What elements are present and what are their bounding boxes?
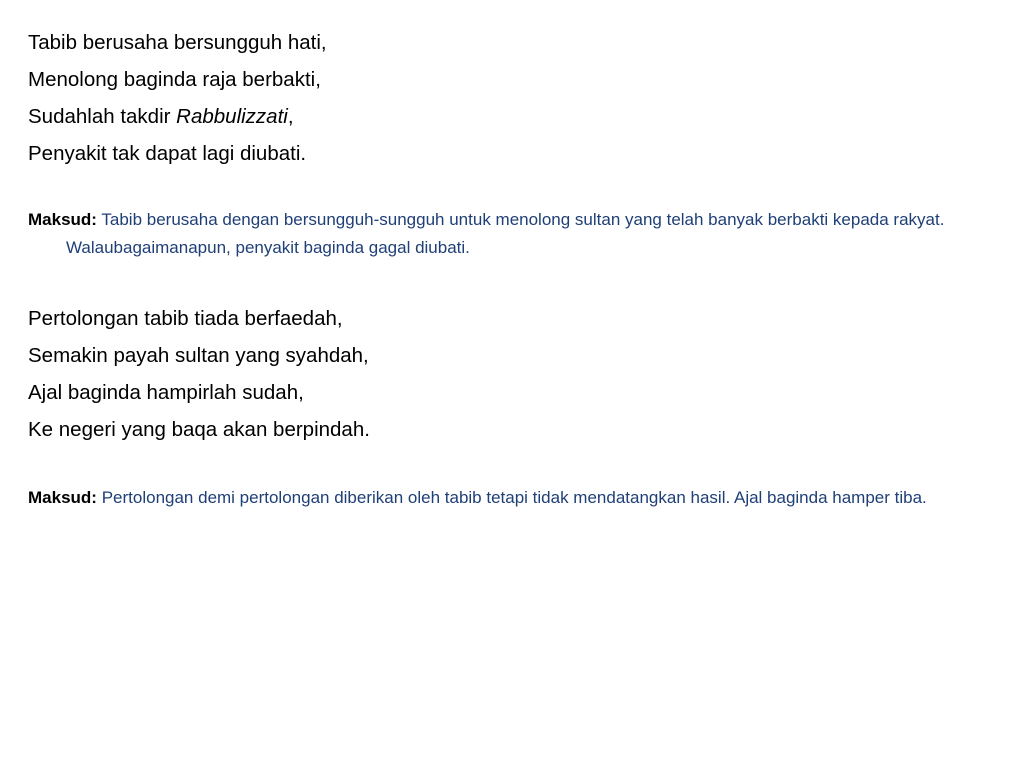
maksud-label-1: Maksud: (28, 210, 97, 229)
stanza-2-line-4: Ke negeri yang baqa akan berpindah. (28, 418, 370, 441)
stanza-2 (28, 300, 988, 448)
stanza-1-line-4: Penyakit tak dapat lagi diubati. (28, 142, 307, 165)
stanza-1-line-1: Tabib berusaha bersungguh hati, (28, 31, 327, 54)
stanza-2-line-1: Pertolongan tabib tiada berfaedah, (28, 307, 343, 330)
stanza-1-line-3 (28, 98, 988, 135)
maksud-text-1: Tabib berusaha dengan bersungguh-sungguh untuk menolong sultan yang telah banyak berbakti kepada rakyat. Walaubagaimanapun, penyakit baginda gagal diubati. (66, 210, 945, 257)
maksud-label-2: Maksud: (28, 488, 97, 507)
stanza-1-line-2: Menolong baginda raja berbakti, (28, 68, 321, 91)
stanza-2-line-2: Semakin payah sultan yang syahdah, (28, 344, 369, 367)
maksud-note-1 (28, 206, 996, 262)
stanza-2-line-3: Ajal baginda hampirlah sudah, (28, 381, 304, 404)
stanza-1-line-3-prefix: Sudahlah takdir (28, 105, 177, 128)
stanza-1-line-3-italic: Rabbulizzati (176, 105, 288, 128)
stanza-1-line-3-suffix: , (287, 105, 294, 128)
maksud-text-2: Pertolongan demi pertolongan diberikan oleh tabib tetapi tidak mendatangkan hasil. Ajal baginda hamper tiba. (101, 488, 927, 507)
maksud-note-2 (28, 484, 996, 512)
stanza-1 (28, 24, 988, 172)
